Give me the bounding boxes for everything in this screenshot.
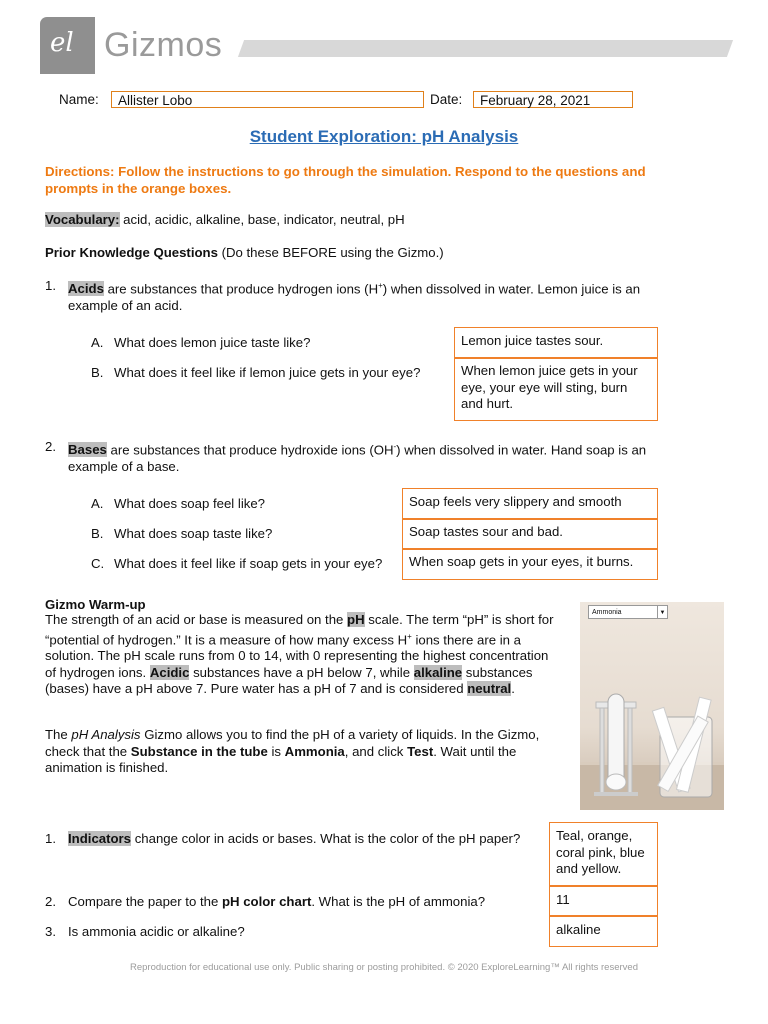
q1b-letter: B.	[91, 365, 104, 380]
q1b-answer-box[interactable]: When lemon juice gets in your eye, your eye will sting, burn and hurt.	[454, 357, 658, 421]
wq3-answer-box[interactable]: alkaline	[549, 916, 658, 947]
q1-number: 1.	[45, 278, 56, 293]
q2c-letter: C.	[91, 556, 105, 571]
chevron-down-icon: ▼	[657, 606, 667, 618]
date-field[interactable]: February 28, 2021	[473, 91, 633, 108]
wq2-text: Compare the paper to the pH color chart. What is the pH of ammonia?	[68, 894, 486, 909]
q2a-letter: A.	[91, 496, 104, 511]
q1a-question: What does lemon juice taste like?	[114, 335, 311, 350]
q2b-answer-box[interactable]: Soap tastes sour and bad.	[402, 518, 658, 550]
q2b-letter: B.	[91, 526, 104, 541]
wq1-number: 1.	[45, 831, 56, 846]
substance-dropdown: Ammonia ▼	[588, 605, 668, 619]
q2a-answer-box[interactable]: Soap feels very slippery and smooth	[402, 488, 658, 520]
q2-text: Bases are substances that produce hydroxide ions (OH-) when dissolved in water. Hand soap is an example of a base.	[68, 442, 647, 474]
page-title: Student Exploration: pH Analysis	[249, 127, 519, 146]
warmup-paragraph-1: The strength of an acid or base is measured on the pH scale. The term “pH” is short for “potential of hydrogen.” It is a measure of how many excess H+ ions there are in a solution. The pH scale runs from 0 to 14, with 0 representing the highest concentration of hydrogen ions. Acidic substances have a pH below 7, while alkaline substances (bases) have a pH above 7. Pure water has a pH of 7 and is considered neutral.	[45, 612, 554, 697]
q1b-question: What does it feel like if lemon juice gets in your eye?	[114, 365, 421, 380]
wq3-number: 3.	[45, 924, 56, 939]
q2b-question: What does soap taste like?	[114, 526, 273, 541]
warmup-paragraph-2: The pH Analysis Gizmo allows you to find the pH of a variety of liquids. In the Gizmo, check that the Substance in the tube is Ammonia, and click Test. Wait until the animation is finished.	[45, 727, 540, 775]
prior-knowledge-heading: Prior Knowledge Questions (Do these BEFORE using the Gizmo.)	[45, 245, 444, 260]
q2c-answer-box[interactable]: When soap gets in your eyes, it burns.	[402, 548, 658, 580]
vocabulary: Vocabulary: acid, acidic, alkaline, base, indicator, neutral, pH	[45, 212, 405, 227]
q2c-question: What does it feel like if soap gets in your eye?	[114, 556, 383, 571]
name-label: Name:	[59, 92, 99, 107]
gizmo-screenshot-image	[580, 602, 724, 810]
warmup-heading: Gizmo Warm-up	[45, 597, 146, 612]
gizmos-logo-mark: el	[40, 17, 95, 74]
wq2-answer-box[interactable]: 11	[549, 886, 658, 916]
date-label: Date:	[430, 92, 463, 107]
q1a-letter: A.	[91, 335, 104, 350]
wq1-answer-box[interactable]: Teal, orange, coral pink, blue and yellow.	[549, 822, 658, 886]
wq1-text: Indicators change color in acids or bases. What is the color of the pH paper?	[68, 831, 521, 846]
q2a-question: What does soap feel like?	[114, 496, 266, 511]
footer-copyright: Reproduction for educational use only. Public sharing or posting prohibited. © 2020 ExploreLearning™ All rights reserved	[130, 962, 638, 973]
q1a-answer-box[interactable]: Lemon juice tastes sour.	[454, 327, 658, 359]
header-bar	[238, 40, 733, 57]
q1-text: Acids are substances that produce hydrogen ions (H+) when dissolved in water. Lemon juice is an example of an acid.	[68, 281, 641, 313]
q2-number: 2.	[45, 439, 56, 454]
gizmos-logo-text: Gizmos	[104, 26, 223, 64]
directions: Directions: Follow the instructions to go through the simulation. Respond to the questions and prompts in the orange boxes.	[45, 164, 646, 196]
name-field[interactable]: Allister Lobo	[111, 91, 424, 108]
test-tube-illustration	[580, 602, 724, 810]
wq3-text: Is ammonia acidic or alkaline?	[68, 924, 245, 939]
wq2-number: 2.	[45, 894, 56, 909]
